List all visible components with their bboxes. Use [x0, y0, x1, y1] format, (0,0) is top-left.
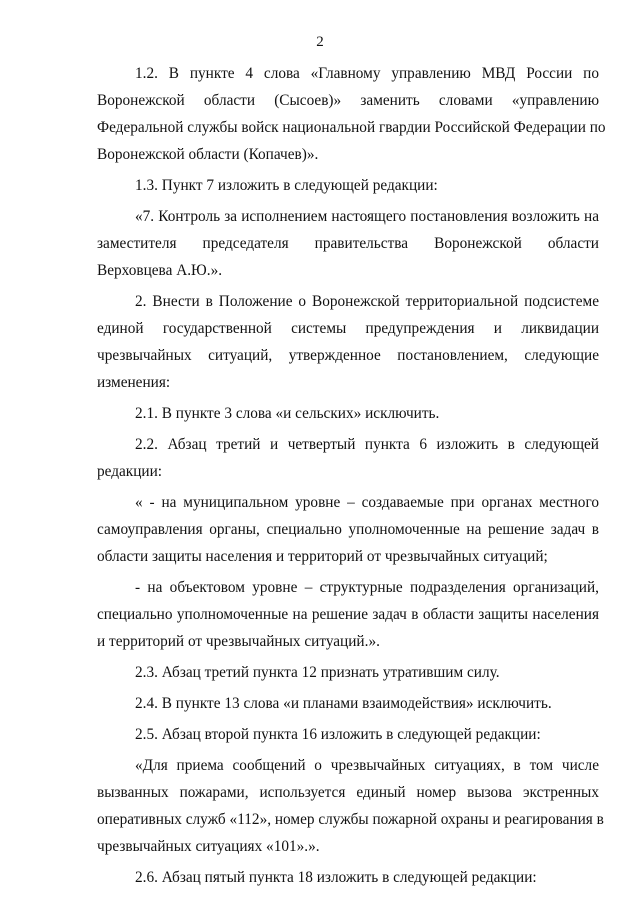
text-line: Воронежской области (Копачев)».: [97, 146, 319, 163]
text-line: 2.3. Абзац третий пункта 12 признать утратившим силу.: [135, 664, 500, 681]
text-line: единой государственной системы предупреждения и ликвидации: [97, 320, 599, 337]
text-line: 2. Внести в Положение о Воронежской территориальной подсистеме: [135, 293, 599, 310]
paragraph-p2-2: [97, 431, 599, 485]
text-line: 1.3. Пункт 7 изложить в следующей редакции:: [135, 177, 438, 194]
text-line: «Для приема сообщений о чрезвычайных ситуациях, в том числе: [135, 757, 599, 774]
text-line: 2.6. Абзац пятый пункта 18 изложить в следующей редакции:: [135, 869, 537, 886]
page-number: 2: [316, 34, 324, 50]
text-line: 2.2. Абзац третий и четвертый пункта 6 изложить в следующей: [135, 436, 599, 453]
text-line: Федеральной службы войск национальной гвардии Российской Федерации по: [97, 119, 606, 136]
paragraph-p1-3: [97, 172, 599, 199]
paragraph-p-object: [97, 574, 599, 655]
text-line: чрезвычайных ситуациях «101».».: [97, 838, 320, 855]
text-line: 2.4. В пункте 13 слова «и планами взаимодействия» исключить.: [135, 695, 552, 712]
document-body: [97, 60, 606, 895]
text-line: «7. Контроль за исполнением настоящего постановления возложить на: [135, 208, 599, 225]
text-line: Воронежской области (Сысоев)» заменить словами «управлению: [97, 92, 599, 109]
text-line: чрезвычайных ситуаций, утвержденное постановлением, следующие: [97, 347, 599, 364]
text-line: вызванных пожарами, используется единый номер вызова экстренных: [97, 784, 599, 801]
text-line: области защиты населения и территорий от чрезвычайных ситуаций;: [97, 548, 548, 565]
text-line: специально уполномоченные на решение задач в области защиты населения: [97, 606, 599, 623]
paragraph-p2: [97, 288, 599, 396]
paragraph-p-112: [97, 752, 604, 860]
text-line: 1.2. В пункте 4 слова «Главному управлению МВД России по: [135, 65, 599, 82]
text-line: самоуправления органы, специально уполномоченные на решение задач в: [97, 521, 599, 538]
text-line: - на объектовом уровне – структурные подразделения организаций,: [135, 579, 599, 596]
text-line: оперативных служб «112», номер службы пожарной охраны и реагирования в: [97, 811, 604, 828]
paragraph-p2-1: [97, 400, 599, 427]
paragraph-p7-quote: [97, 203, 599, 284]
paragraph-p1-2: [97, 60, 606, 168]
paragraph-p-municipal: [97, 489, 599, 570]
paragraph-p2-6: [97, 864, 599, 891]
text-line: изменения:: [97, 374, 171, 391]
text-line: 2.1. В пункте 3 слова «и сельских» исключить.: [135, 405, 440, 422]
text-line: редакции:: [97, 463, 163, 480]
paragraph-p2-3: [97, 659, 599, 686]
paragraph-gap: [97, 891, 599, 895]
paragraph-p2-5: [97, 721, 599, 748]
text-line: Верховцева А.Ю.».: [97, 262, 223, 279]
text-line: заместителя председателя правительства Воронежской области: [97, 235, 599, 252]
paragraph-p2-4: [97, 690, 599, 717]
text-line: « - на муниципальном уровне – создаваемые при органах местного: [135, 494, 599, 511]
text-line: 2.5. Абзац второй пункта 16 изложить в следующей редакции:: [135, 726, 541, 743]
text-line: и территорий от чрезвычайных ситуаций.».: [97, 633, 380, 650]
